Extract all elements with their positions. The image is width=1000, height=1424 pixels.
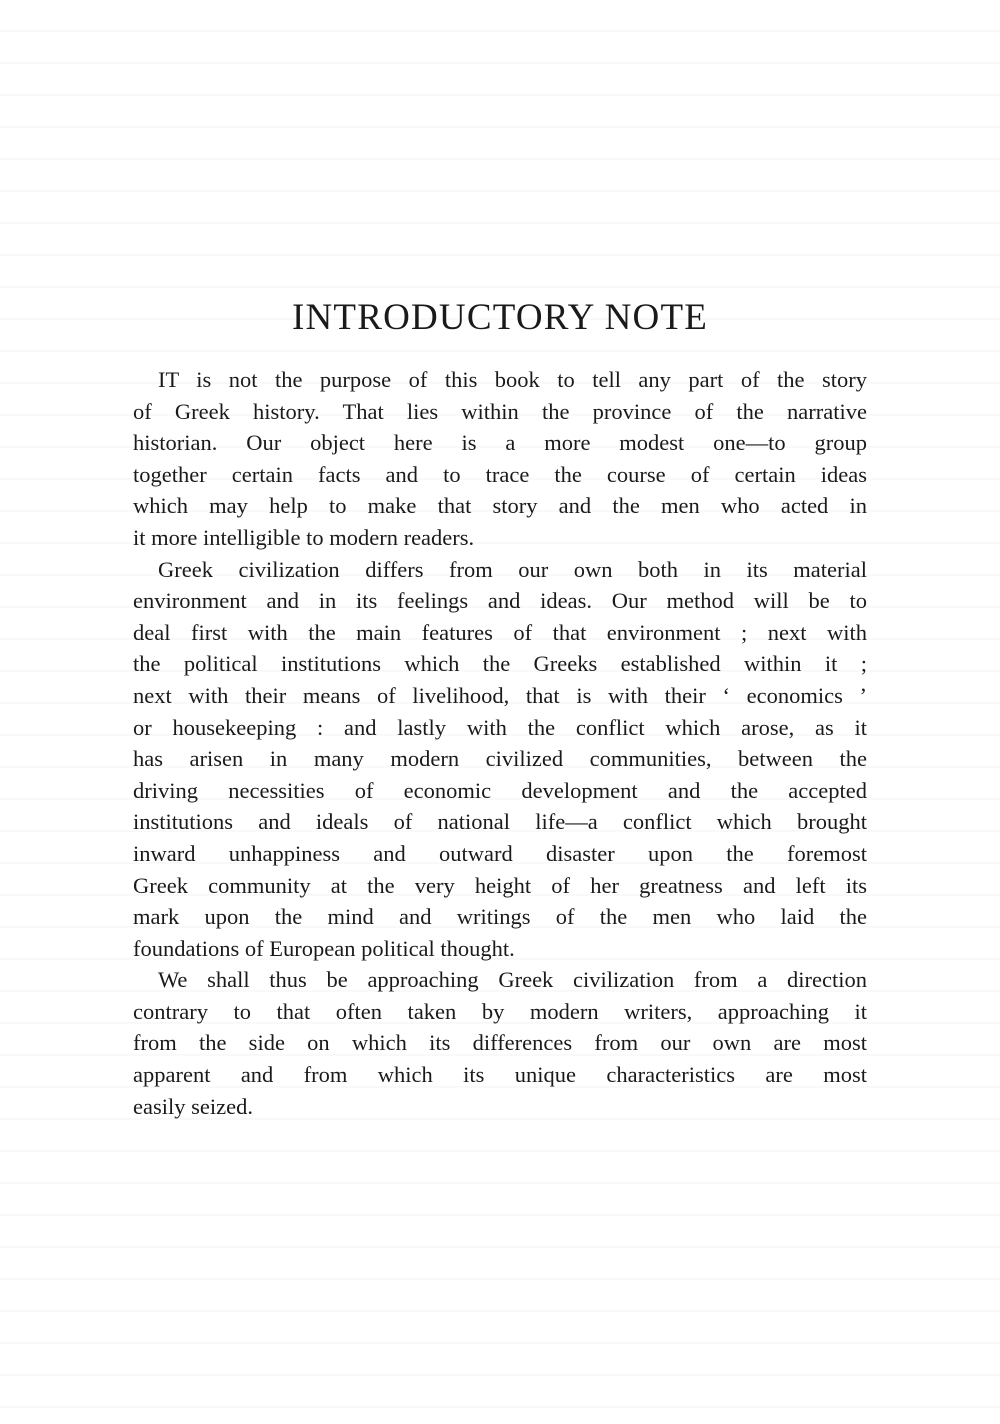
text-line: from the side on which its differences from our own are most [133,1030,867,1056]
text-line: inward unhappiness and outward disaster upon the foremost [133,840,867,866]
text-line: deal first with the main features of that environment ; next with [133,619,867,645]
text-line: next with their means of livelihood, that is with their ‘ economics ’ [133,682,867,708]
text-line: or housekeeping : and lastly with the conflict which arose, as it [133,714,867,740]
text-line: it more intelligible to modern readers. [133,524,475,550]
text-line: apparent and from which its unique characteristics are most [133,1062,867,1088]
text-line: historian. Our object here is a more modest one—to group [133,430,867,456]
text-line: which may help to make that story and the men who acted in [133,493,867,519]
text-line: contrary to that often taken by modern writers, approaching it [133,998,867,1024]
paragraph [133,364,867,554]
page-title: INTRODUCTORY NOTE [291,297,709,338]
text-line: institutions and ideals of national life—a conflict which brought [133,809,867,835]
text-line: of Greek history. That lies within the province of the narrative [133,398,867,424]
paragraph [133,964,867,1122]
text-line: environment and in its feelings and ideas. Our method will be to [133,588,867,614]
text-line: mark upon the mind and writings of the men who laid the [133,904,867,930]
text-line: has arisen in many modern civilized communities, between the [133,746,867,772]
text-line: easily seized. [133,1093,253,1119]
text-line: IT is not the purpose of this book to tell any part of the story [158,367,867,392]
document-body [133,364,867,1122]
text-line: foundations of European political thought. [133,935,515,961]
text-line: driving necessities of economic development and the accepted [133,777,867,803]
text-line: the political institutions which the Greeks established within it ; [133,651,867,677]
text-line: Greek civilization differs from our own both in its material [158,556,867,582]
paragraph [133,554,867,965]
text-line: together certain facts and to trace the course of certain ideas [133,461,867,487]
text-line: We shall thus be approaching Greek civilization from a direction [158,967,867,993]
text-line: Greek community at the very height of her greatness and left its [133,872,867,898]
